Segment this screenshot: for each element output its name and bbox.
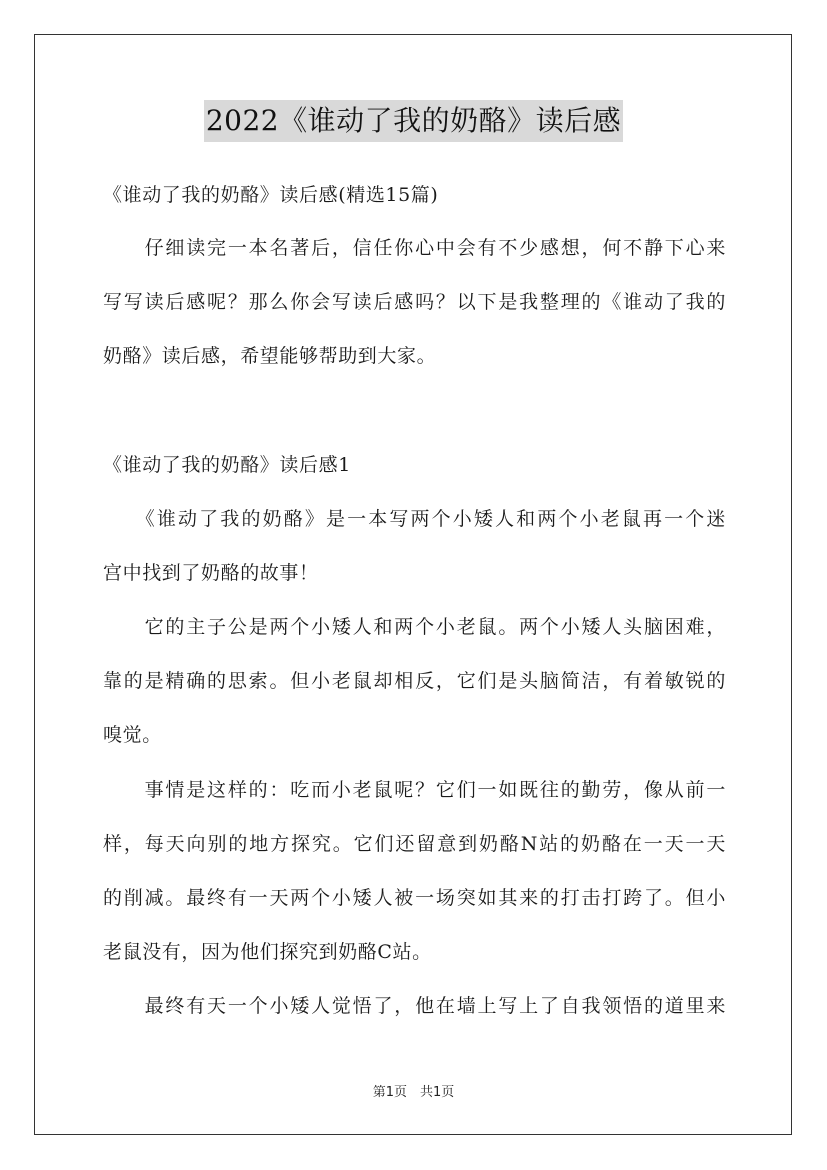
document-title: 2022《谁动了我的奶酪》读后感 xyxy=(204,100,623,142)
paragraph-line: 事情是这样的：吃而小老鼠呢？它们一如既往的勤劳，像从前一 xyxy=(103,779,726,801)
intro-line: 奶酪》读后感，希望能够帮助到大家。 xyxy=(103,345,437,367)
paragraph-line: 最终有天一个小矮人觉悟了，他在墙上写上了自我领悟的道里来 xyxy=(103,995,726,1017)
paragraph-line: 老鼠没有，因为他们探究到奶酪C站。 xyxy=(103,941,432,963)
page-number-footer: 第1页 共1页 xyxy=(372,1085,455,1100)
paragraph-line: 的削减。最终有一天两个小矮人被一场突如其来的打击打跨了。但小 xyxy=(103,887,726,909)
paragraph-line: 《谁动了我的奶酪》是一本写两个小矮人和两个小老鼠再一个迷 xyxy=(103,508,726,530)
intro-line: 仔细读完一本名著后，信任你心中会有不少感想，何不静下心来 xyxy=(103,237,726,259)
paragraph-line: 宫中找到了奶酪的故事！ xyxy=(103,562,319,584)
paragraph-line: 它的主子公是两个小矮人和两个小老鼠。两个小矮人头脑困难， xyxy=(103,616,726,638)
title-block xyxy=(0,100,827,142)
paragraph-line: 靠的是精确的思索。但小老鼠却相反，它们是头脑简洁，有着敏锐的 xyxy=(103,670,726,692)
document-subtitle: 《谁动了我的奶酪》读后感(精选15篇) xyxy=(103,184,439,206)
paragraph-line: 嗅觉。 xyxy=(103,724,162,746)
section-heading: 《谁动了我的奶酪》读后感1 xyxy=(103,454,351,476)
intro-line: 写写读后感呢？那么你会写读后感吗？以下是我整理的《谁动了我的 xyxy=(103,291,726,313)
paragraph-line: 样，每天向别的地方探究。它们还留意到奶酪N站的奶酪在一天一天 xyxy=(103,833,726,855)
